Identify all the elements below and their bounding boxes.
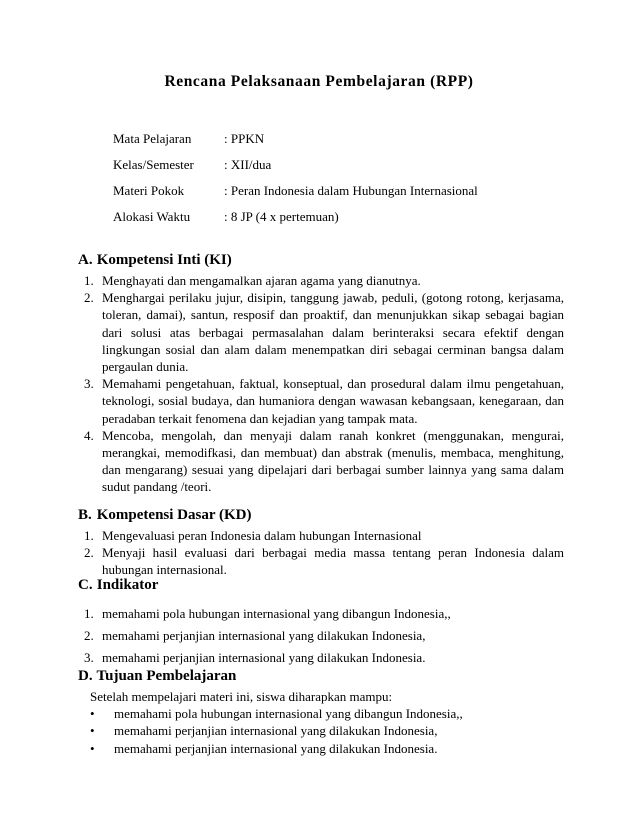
item-text: memahami perjanjian internasional yang dilakukan Indonesia, [102, 628, 426, 644]
item-text: Mencoba, mengolah, dan menyaji dalam ranah konkret (menggunakan, mengurai, merangkai, memodifkasi, dan membuat) dan abstrak (menulis, membaca, menghitung, dan mengarang) sesuai yang dipelajari dari berbagai sumber lainnya yang sama dalam sudut pandang /teori. [102, 427, 564, 495]
item-text: memahami pola hubungan internasional yang dibangun Indonesia,, [114, 706, 463, 722]
item-number: 3. [84, 376, 94, 392]
list-item [84, 427, 564, 496]
item-number: 2. [84, 545, 94, 561]
list-item [84, 375, 564, 427]
item-number: 1. [84, 528, 94, 543]
section-letter: A. [78, 252, 93, 268]
item-number: 3. [84, 650, 94, 666]
item-text: memahami perjanjian internasional yang dilakukan Indonesia. [102, 650, 426, 666]
list-item [84, 544, 564, 578]
item-text: Menyaji hasil evaluasi dari berbagai media massa tentang peran Indonesia dalam hubungan internasional. [102, 545, 564, 578]
section-title: Kompetensi Dasar (KD) [96, 507, 252, 523]
section-heading [78, 507, 564, 527]
item-text: Menghargai perilaku jujur, disipin, tanggung jawab, peduli, (gotong rotong, kerjasama, toleran, damai), santun, resposif dan proaktif, dan menunjukkan sikap sebagai bagian dari solusi atas berbagai permasalahan dalam berinteraksi secara efektif dengan lingkungan sosial dan alam dalam menempatkan diri sebagai cerminan bangsa dalam pergaulan dunia. [102, 290, 564, 375]
info-value: : PPKN [224, 131, 265, 146]
section-title: Kompetensi Inti (KI) [96, 252, 232, 268]
item-text: Mengevaluasi peran Indonesia dalam hubungan Internasional [102, 528, 422, 543]
item-number: 2. [84, 628, 94, 644]
bullet-icon: • [90, 740, 95, 756]
item-text: memahami perjanjian internasional yang dilakukan Indonesia, [114, 723, 438, 739]
section-letter: C. [78, 577, 93, 593]
item-number: 4. [84, 427, 94, 443]
document-title: Rencana Pelaksanaan Pembelajaran (RPP) [164, 73, 474, 90]
list-item [84, 605, 564, 622]
section-title: Indikator [96, 577, 159, 593]
item-number: 1. [84, 273, 94, 288]
info-value: : 8 JP (4 x pertemuan) [224, 209, 339, 224]
info-value: : Peran Indonesia dalam Hubungan Internasional [224, 183, 478, 198]
item-text: Menghayati dan mengamalkan ajaran agama yang dianutnya. [102, 273, 421, 288]
info-label: Alokasi Waktu [113, 209, 191, 224]
competence-list [78, 272, 564, 496]
indicator-list [78, 605, 564, 667]
info-value: : XII/dua [224, 157, 272, 172]
item-number: 1. [84, 606, 94, 621]
section-basic-competence [78, 507, 564, 579]
section-letter: D. [78, 668, 93, 684]
list-item [84, 527, 564, 544]
info-label: Materi Pokok [113, 183, 185, 198]
item-text: memahami pola hubungan internasional yang dibangun Indonesia,, [102, 606, 451, 621]
list-item [90, 722, 564, 739]
section-learning-objectives [78, 668, 564, 757]
list-item [84, 627, 564, 644]
section-letter: B. [78, 507, 92, 523]
item-text: memahami perjanjian internasional yang dilakukan Indonesia. [114, 740, 438, 756]
section-heading [78, 668, 564, 688]
list-item [90, 705, 564, 722]
list-item [84, 289, 564, 375]
objectives-intro: Setelah mempelajari materi ini, siswa diharapkan mampu: [90, 689, 393, 704]
section-heading [78, 577, 564, 597]
info-label: Mata Pelajaran [113, 131, 192, 146]
list-item [84, 649, 564, 666]
item-number: 2. [84, 290, 94, 306]
info-label: Kelas/Semester [113, 157, 194, 172]
basic-competence-list [78, 527, 564, 579]
objectives-list [78, 705, 564, 757]
bullet-icon: • [90, 723, 95, 739]
section-title: Tujuan Pembelajaran [96, 668, 237, 684]
section-heading [78, 252, 564, 272]
section-core-competence [78, 252, 564, 496]
list-item [90, 740, 564, 757]
section-indicators [78, 577, 564, 672]
bullet-icon: • [90, 706, 95, 722]
list-item [84, 272, 564, 289]
item-text: Memahami pengetahuan, faktual, konseptual, dan prosedural dalam ilmu pengetahuan, teknologi, sosial budaya, dan humaniora dengan wawasan kebangsaan, kenegaraan, dan peradaban terkait fenomena dan kejadian yang tampak mata. [102, 376, 564, 426]
